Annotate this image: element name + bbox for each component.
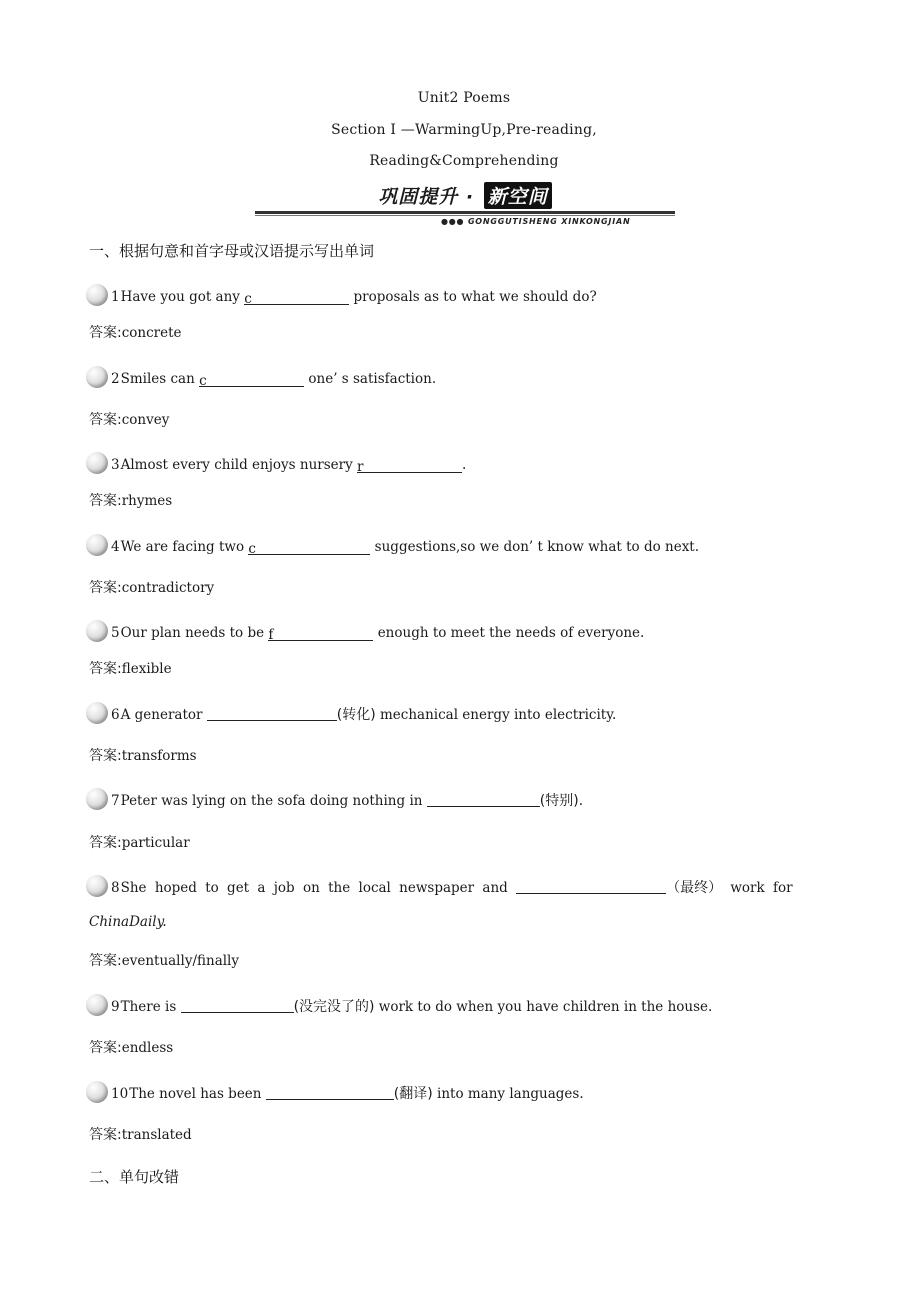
answer-blank[interactable] bbox=[427, 791, 540, 807]
bullet-icon bbox=[86, 284, 108, 306]
bullet-icon bbox=[86, 994, 108, 1016]
question-text-before: Have you got any bbox=[120, 289, 245, 305]
question-text-before: The novel has been bbox=[129, 1086, 266, 1102]
banner-pinyin: ●●● GONGGUTISHENG XINKONGJIAN bbox=[441, 217, 631, 226]
answer-text: particular bbox=[121, 835, 190, 851]
answer-label: 答案: bbox=[89, 748, 122, 764]
part2-heading: 二、单句改错 bbox=[89, 1168, 180, 1186]
unit-title: Unit2 Poems bbox=[417, 90, 511, 106]
answer-label: 答案: bbox=[89, 1127, 122, 1143]
answer-text: endless bbox=[121, 1040, 174, 1056]
chinese-hint: (翻译) bbox=[393, 1086, 433, 1102]
initial-letter: f bbox=[268, 627, 274, 643]
answer-blank[interactable] bbox=[207, 705, 337, 721]
answer-label: 答案: bbox=[89, 835, 122, 851]
banner bbox=[255, 180, 675, 226]
bullet-icon bbox=[86, 1081, 108, 1103]
question-text-before: Peter was lying on the sofa doing nothing in bbox=[120, 793, 427, 809]
question-text-before: Almost every child enjoys nursery bbox=[120, 457, 358, 473]
question-number: 2 bbox=[111, 371, 120, 387]
answer-label: 答案: bbox=[89, 953, 122, 969]
question-9 bbox=[86, 994, 712, 1017]
question-text-before: Smiles can bbox=[120, 371, 200, 387]
bullet-icon bbox=[86, 702, 108, 724]
question-7 bbox=[86, 788, 583, 811]
initial-letter: c bbox=[199, 373, 207, 389]
question-2 bbox=[86, 366, 436, 389]
answer-7 bbox=[89, 832, 190, 852]
question-text-after: work for bbox=[722, 880, 793, 896]
question-number: 7 bbox=[111, 793, 120, 809]
answer-label: 答案: bbox=[89, 493, 122, 509]
answer-blank[interactable] bbox=[199, 371, 304, 387]
initial-letter: r bbox=[357, 459, 364, 475]
question-6 bbox=[86, 702, 616, 725]
answer-blank[interactable] bbox=[516, 878, 666, 894]
answer-text: concrete bbox=[121, 325, 182, 341]
question-text-after: work to do when you have children in the house. bbox=[374, 999, 713, 1015]
answer-blank[interactable] bbox=[181, 997, 294, 1013]
question-text-before: She hoped to get a job on the local newspaper and bbox=[120, 880, 517, 896]
chinese-hint: (没完没了的) bbox=[293, 999, 375, 1015]
section-title-line2: Reading&Comprehending bbox=[369, 153, 559, 169]
initial-letter: c bbox=[244, 291, 252, 307]
answer-1 bbox=[89, 322, 182, 342]
banner-rule bbox=[255, 211, 675, 214]
question-text-after: one’ s satisfaction. bbox=[304, 371, 437, 387]
question-number: 6 bbox=[111, 707, 120, 723]
question-number: 5 bbox=[111, 625, 120, 641]
question-4 bbox=[86, 534, 699, 557]
answer-text: contradictory bbox=[121, 580, 215, 596]
chinese-hint: (特别) bbox=[539, 793, 579, 809]
answer-text: flexible bbox=[121, 661, 172, 677]
banner-title bbox=[255, 182, 675, 209]
answer-label: 答案: bbox=[89, 661, 122, 677]
question-number: 9 bbox=[111, 999, 120, 1015]
answer-8 bbox=[89, 950, 239, 970]
answer-4 bbox=[89, 577, 214, 597]
chinese-hint: (转化) bbox=[336, 707, 376, 723]
answer-text: translated bbox=[121, 1127, 192, 1143]
bullet-icon bbox=[86, 788, 108, 810]
question-number: 3 bbox=[111, 457, 120, 473]
answer-blank[interactable] bbox=[266, 1084, 394, 1100]
banner-title-part1: 巩固提升 bbox=[378, 186, 459, 208]
question-text-after: proposals as to what we should do? bbox=[349, 289, 597, 305]
answer-text: rhymes bbox=[121, 493, 173, 509]
answer-5 bbox=[89, 658, 172, 678]
bullet-icon bbox=[86, 875, 108, 897]
question-number: 4 bbox=[111, 539, 120, 555]
answer-3 bbox=[89, 490, 172, 510]
question-number: 1 bbox=[111, 289, 120, 305]
bullet-icon bbox=[86, 366, 108, 388]
question-8-continuation: ChinaDaily. bbox=[89, 914, 167, 930]
answer-text: convey bbox=[121, 412, 170, 428]
answer-2 bbox=[89, 409, 169, 429]
bullet-icon bbox=[86, 534, 108, 556]
part1-heading: 一、根据句意和首字母或汉语提示写出单词 bbox=[89, 242, 375, 260]
question-1 bbox=[86, 284, 597, 307]
answer-label: 答案: bbox=[89, 580, 122, 596]
question-text-after: . bbox=[462, 457, 467, 473]
answer-blank[interactable] bbox=[268, 625, 373, 641]
question-text-after: into many languages. bbox=[432, 1086, 584, 1102]
question-number: 10 bbox=[111, 1086, 129, 1102]
answer-label: 答案: bbox=[89, 1040, 122, 1056]
answer-blank[interactable] bbox=[248, 539, 370, 555]
answer-label: 答案: bbox=[89, 325, 122, 341]
question-text-after: mechanical energy into electricity. bbox=[375, 707, 617, 723]
question-text-before: There is bbox=[120, 999, 181, 1015]
banner-pinyin-text: GONGGUTISHENG XINKONGJIAN bbox=[467, 217, 631, 226]
bullet-icon bbox=[86, 620, 108, 642]
section-title-line1: Section Ⅰ —WarmingUp,Pre-reading, bbox=[331, 122, 597, 138]
banner-rule-thin bbox=[255, 215, 675, 216]
answer-text: transforms bbox=[121, 748, 197, 764]
answer-blank[interactable] bbox=[244, 289, 349, 305]
question-text-before: We are facing two bbox=[120, 539, 249, 555]
question-5 bbox=[86, 620, 644, 643]
question-text-before: A generator bbox=[120, 707, 207, 723]
initial-letter: c bbox=[248, 541, 256, 557]
question-text-after: enough to meet the needs of everyone. bbox=[373, 625, 645, 641]
answer-6 bbox=[89, 745, 197, 765]
answer-label: 答案: bbox=[89, 412, 122, 428]
question-number: 8 bbox=[111, 880, 120, 896]
answer-blank[interactable] bbox=[357, 457, 462, 473]
question-10 bbox=[86, 1081, 584, 1104]
answer-9 bbox=[89, 1037, 173, 1057]
answer-text: eventually/finally bbox=[121, 953, 240, 969]
chinese-hint: （最终） bbox=[666, 880, 723, 896]
question-8 bbox=[86, 875, 793, 898]
banner-dot: · bbox=[465, 186, 475, 208]
bullet-icon bbox=[86, 452, 108, 474]
question-3 bbox=[86, 452, 466, 475]
answer-10 bbox=[89, 1124, 192, 1144]
question-text-before: Our plan needs to be bbox=[120, 625, 269, 641]
banner-title-part2: 新空间 bbox=[484, 182, 552, 209]
question-text-after: . bbox=[578, 793, 583, 809]
question-text-after: suggestions,so we don’ t know what to do next. bbox=[370, 539, 700, 555]
